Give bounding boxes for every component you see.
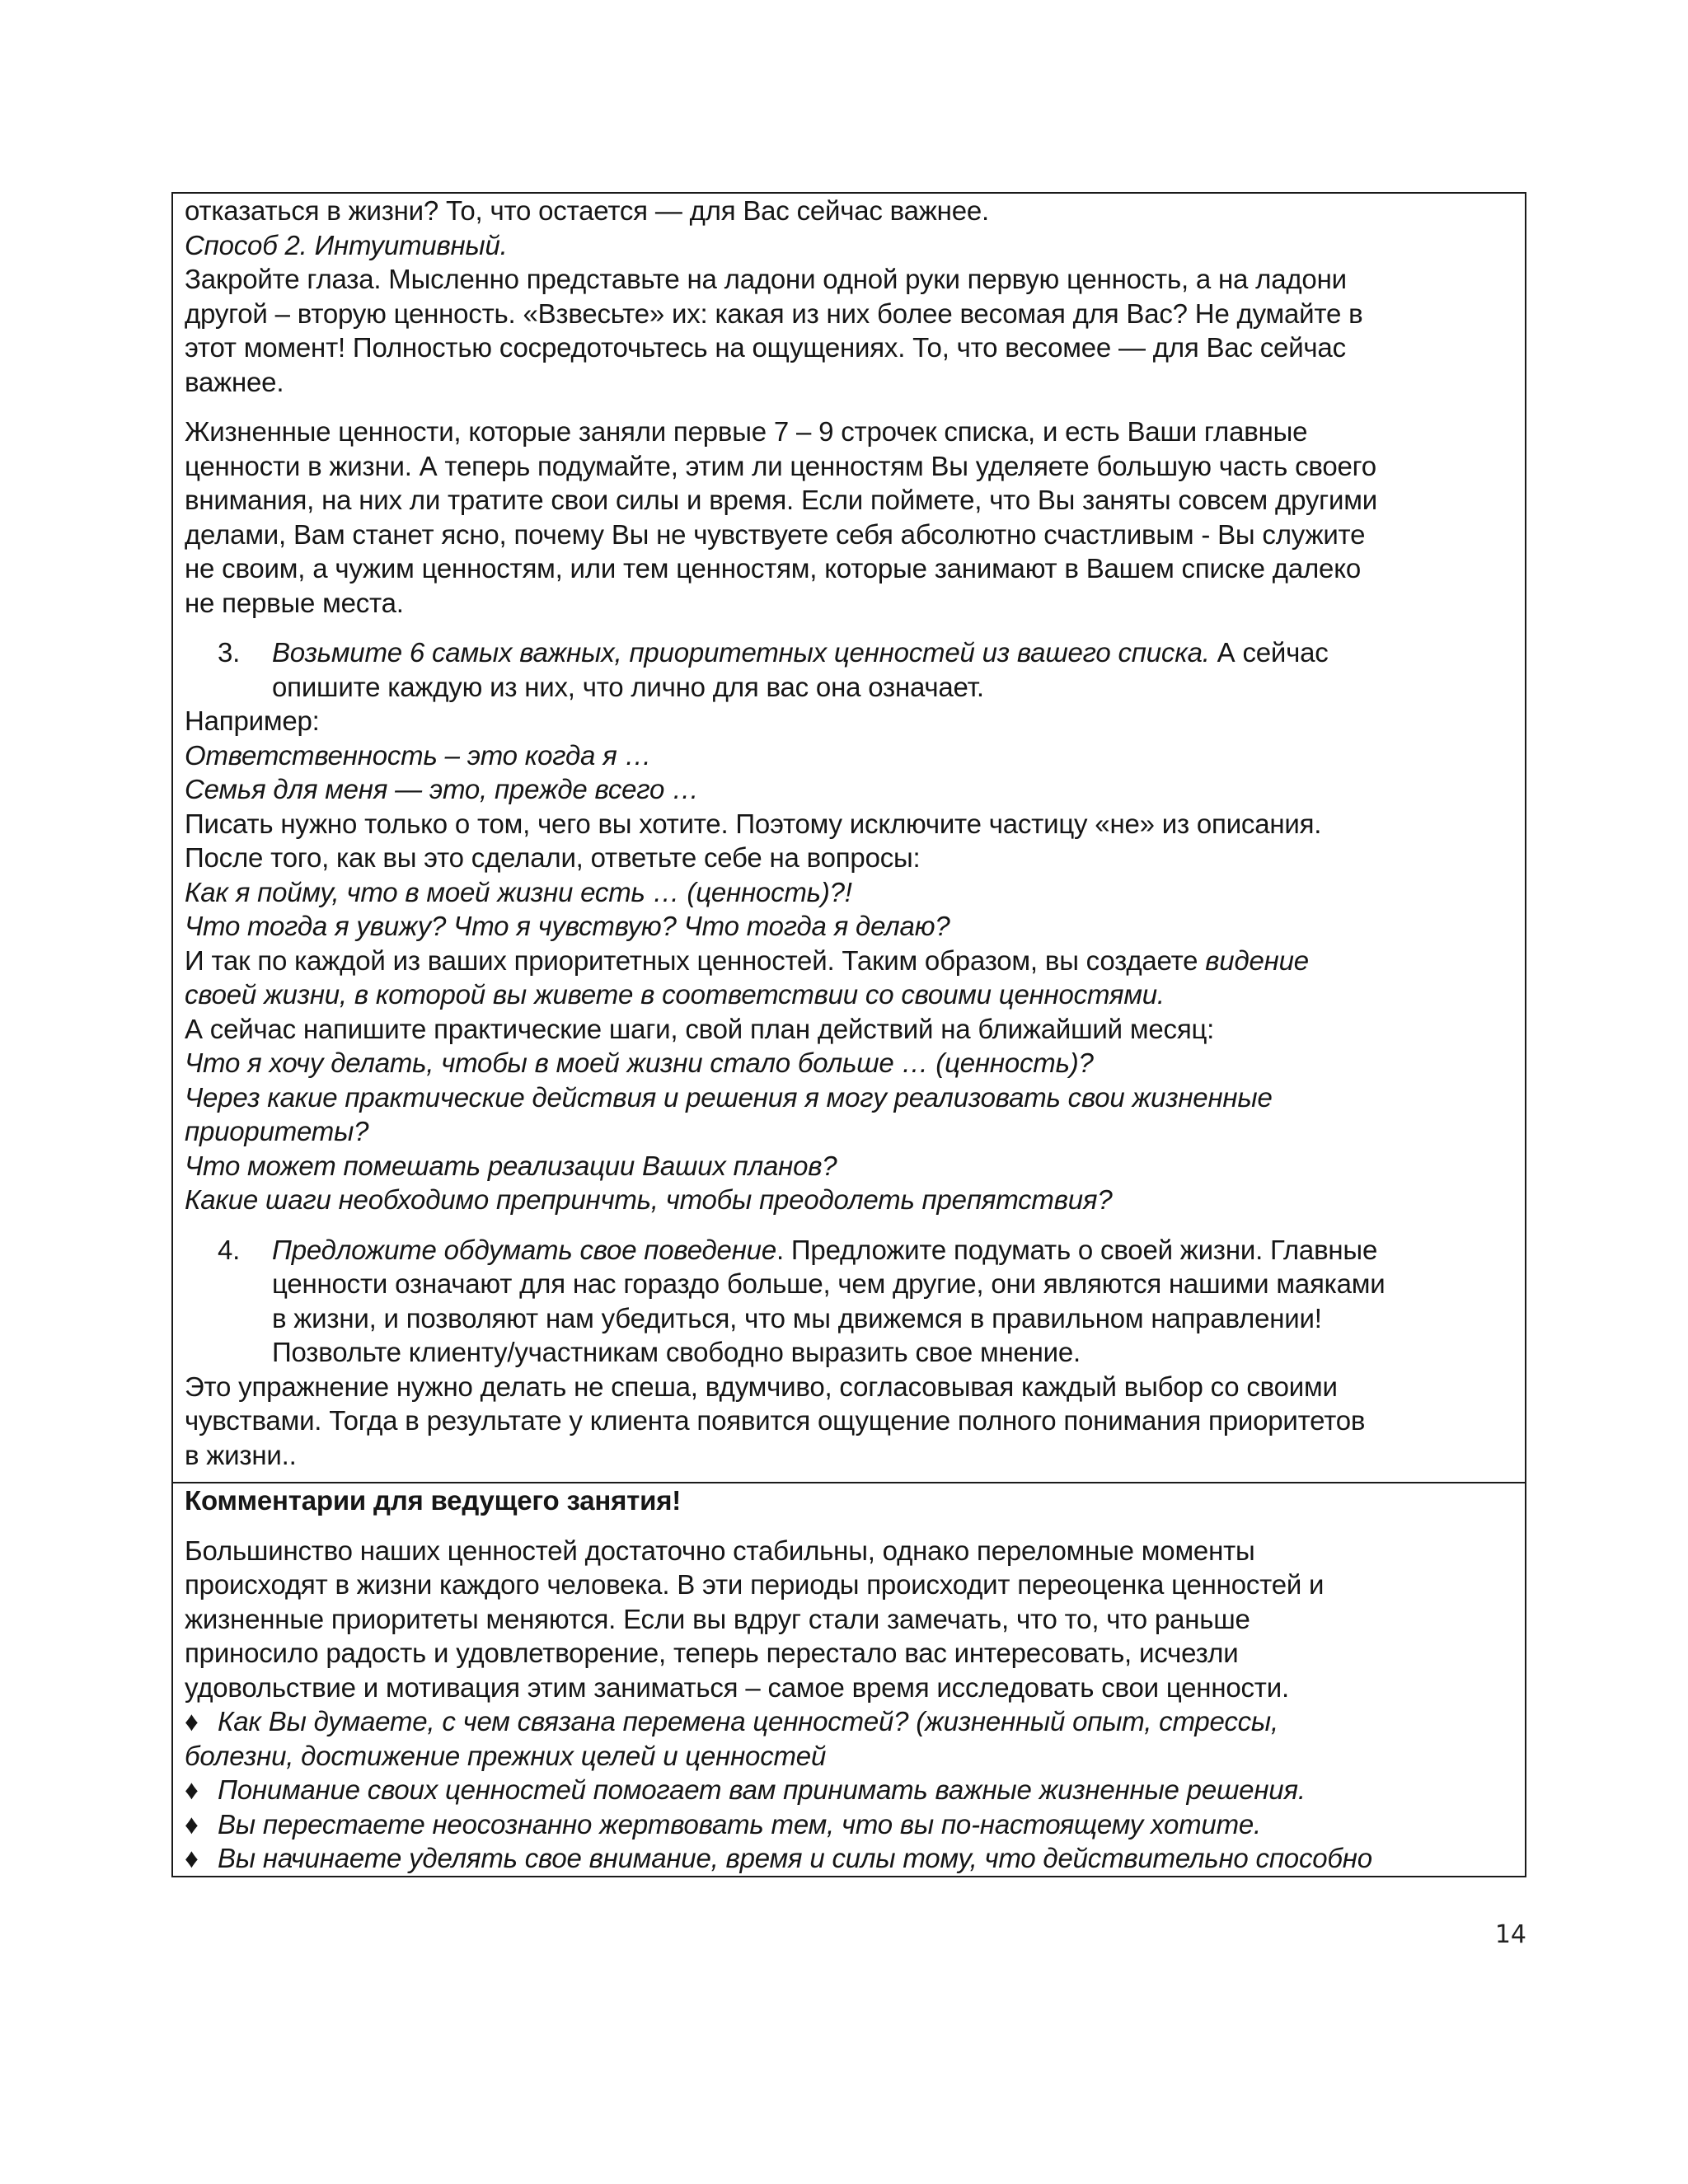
question-line: приоритеты? [185,1116,369,1146]
text-line: Например: [185,705,320,736]
text-line: После того, как вы это сделали, ответьте себе на вопросы: [185,842,921,873]
text-line: А сейчас напишите практические шаги, свой план действий на ближайший месяц: [185,1013,1215,1044]
text-line: приносило радость и удовлетворение, теперь перестало вас интересовать, исчезли [185,1638,1239,1668]
question-line: Что может помешать реализации Ваших планов? [185,1150,837,1181]
text-line: своей жизни, в которой вы живете в соответствии со своими ценностями. [185,979,1165,1010]
example-line: Ответственность – это когда я … [185,739,652,771]
text-segment-italic: видение [1205,944,1309,976]
list-item-italic: Возьмите 6 самых важных, приоритетных ценностей из вашего списка. [272,637,1210,668]
text-line: Жизненные ценности, которые заняли первые 7 – 9 строчек списка, и есть Ваши главные [185,416,1308,447]
bullet-text: Как Вы думаете, с чем связана перемена ценностей? (жизненный опыт, стрессы, [218,1706,1278,1736]
bullet-continuation: болезни, достижение прежних целей и ценностей [185,1740,827,1771]
list-item-4 [185,1233,1513,1268]
comments-heading: Комментарии для ведущего занятия! [185,1485,682,1516]
text-line: делами, Вам станет ясно, почему Вы не чувствуете себя абсолютно счастливым - Вы служите [185,518,1366,550]
bullet-text: Вы начинаете уделять свое внимание, время и силы тому, что действительно способно [218,1843,1372,1873]
content-table [171,192,1526,1877]
text-line: происходят в жизни каждого человека. В эти периоды происходит переоценка ценностей и [185,1569,1325,1600]
text-line: ценности в жизни. А теперь подумайте, этим ли ценностям Вы уделяете большую часть своего [185,450,1376,481]
text-line: не своим, а чужим ценностям, или тем ценностям, которые занимают в Вашем списке далеко [185,553,1361,583]
text-line: Это упражнение нужно делать не спеша, вдумчиво, согласовывая каждый выбор со своими [185,1371,1338,1402]
text-line: важнее. [185,366,284,397]
question-line: Через какие практические действия и решения я могу реализовать свои жизненные [185,1081,1273,1113]
question-line: Что я хочу делать, чтобы в моей жизни стало больше … (ценность)? [185,1047,1094,1078]
question-line: Как я пойму, что в моей жизни есть … (ценность)?! [185,876,852,907]
diamond-bullet-icon: ♦ [185,1843,199,1873]
diamond-bullet-icon: ♦ [185,1808,199,1840]
example-line: Семья для меня — это, прежде всего … [185,774,699,804]
comments-cell [173,1482,1525,1876]
list-item-continuation: опишите каждую из них, что лично для вас она означает. [272,671,984,702]
diamond-bullet-icon: ♦ [185,1706,199,1736]
text-line: другой – вторую ценность. «Взвесьте» их: какая из них более весомая для Вас? Не думайте в [185,298,1363,329]
bullet-item [185,1704,1513,1739]
list-item-continuation: ценности означают для нас гораздо больше, чем другие, они являются нашими маяками [272,1268,1386,1299]
list-item-3 [185,635,1513,670]
diamond-bullet-icon: ♦ [185,1774,199,1805]
text-line: чувствами. Тогда в результате у клиента появится ощущение полного понимания приоритетов [185,1405,1366,1436]
bullet-text: Вы перестаете неосознанно жертвовать тем, что вы по-настоящему хотите. [218,1808,1261,1840]
page-number: 14 [1494,1920,1526,1949]
list-item-text: . Предложите подумать о своей жизни. Главные [776,1234,1378,1265]
list-item-continuation: в жизни, и позволяют нам убедиться, что мы движемся в правильном направлении! [272,1302,1322,1333]
text-line: Большинство наших ценностей достаточно стабильны, однако переломные моменты [185,1535,1255,1566]
main-text-cell [173,194,1525,1482]
text-line: удовольствие и мотивация этим заниматься – самое время исследовать свои ценности. [185,1671,1289,1703]
text-line: жизненные приоритеты меняются. Если вы вдруг стали замечать, что то, что раньше [185,1603,1250,1634]
bullet-item [185,1773,1513,1807]
text-line: отказаться в жизни? То, что остается — для Вас сейчас важнее. [185,195,989,226]
list-item-text: А сейчас [1209,637,1329,668]
method-heading: Способ 2. Интуитивный. [185,229,508,260]
text-line: в жизни.. [185,1439,297,1470]
text-segment: И так по каждой из ваших приоритетных ценностей. Таким образом, вы создаете [185,944,1206,976]
list-item-continuation: Позвольте клиенту/участникам свободно выразить свое мнение. [272,1337,1081,1367]
list-number: 3. [218,637,241,668]
bullet-item [185,1841,1513,1876]
text-line [185,944,1513,978]
text-line: этот момент! Полностью сосредоточьтесь на ощущениях. То, что весомее — для Вас сейчас [185,332,1346,363]
question-line: Что тогда я увижу? Что я чувствую? Что тогда я делаю? [185,911,950,941]
question-line: Какие шаги необходимо препринчть, чтобы преодолеть препятствия? [185,1184,1113,1215]
list-number: 4. [218,1234,241,1265]
list-item-italic: Предложите обдумать свое поведение [272,1234,776,1265]
text-line: не первые места. [185,587,404,618]
text-line: Писать нужно только о том, чего вы хотите. Поэтому исключите частицу «не» из описания. [185,808,1322,839]
text-line: внимания, на них ли тратите свои силы и время. Если поймете, что Вы заняты совсем другими [185,485,1377,515]
text-line: Закройте глаза. Мысленно представьте на ладони одной руки первую ценность, а на ладони [185,264,1347,294]
bullet-text: Понимание своих ценностей помогает вам принимать важные жизненные решения. [218,1774,1306,1805]
bullet-item [185,1807,1513,1842]
